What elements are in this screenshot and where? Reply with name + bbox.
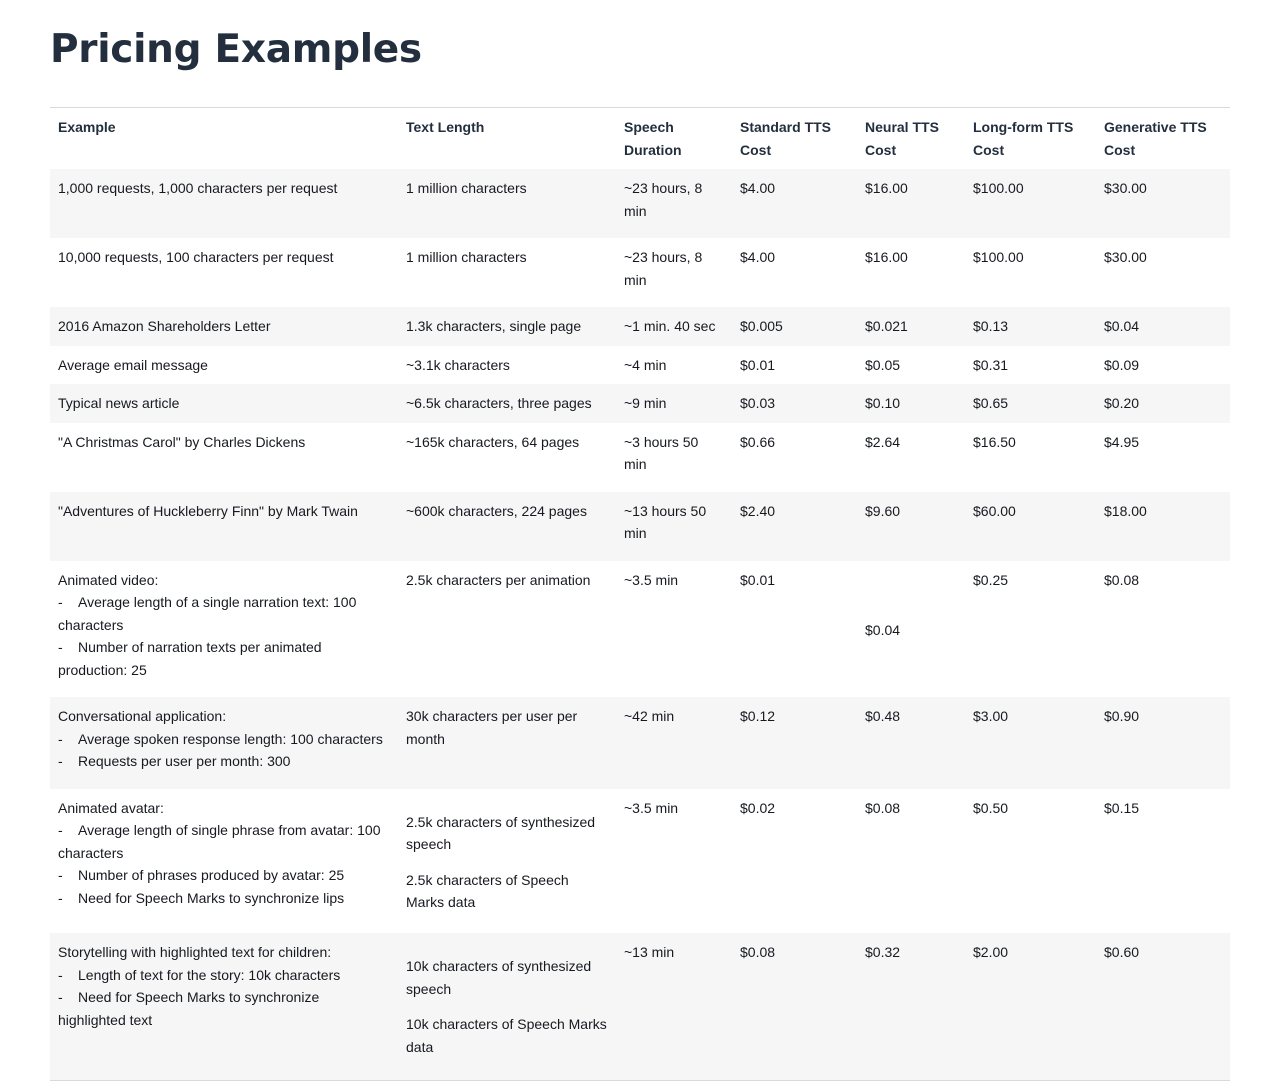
cell-generative-cost: $30.00 xyxy=(1104,249,1147,265)
example-bullet xyxy=(58,591,390,636)
cell-neural-cost: $0.08 xyxy=(865,799,901,816)
cell-example: 2016 Amazon Shareholders Letter xyxy=(58,318,271,334)
length-part: 10k characters of Speech Marks data xyxy=(406,1016,607,1055)
cell-duration: ~13 hours 50 min xyxy=(624,502,707,541)
cell-neural-cost: $2.64 xyxy=(865,433,901,450)
cell-duration: ~42 min xyxy=(624,708,675,724)
example-bullet xyxy=(58,636,390,681)
cell-text-length: ~600k characters, 224 pages xyxy=(406,502,587,519)
cell-standard-cost: $0.08 xyxy=(740,944,776,960)
table-row xyxy=(50,561,1230,698)
cell-duration: ~23 hours, 8 min xyxy=(624,180,703,219)
example-title: Animated video: xyxy=(58,571,159,588)
bullet-dash: - xyxy=(58,867,63,883)
table-header xyxy=(50,108,1230,170)
example-bullet xyxy=(58,750,390,773)
cell-generative-cost: $0.04 xyxy=(1104,318,1140,334)
cell-neural-cost: $16.00 xyxy=(865,180,908,196)
length-part: 2.5k characters of synthesized speech xyxy=(406,813,596,852)
header-text-length: Text Length xyxy=(406,119,485,135)
example-bullet xyxy=(58,728,390,751)
example-bullet xyxy=(58,819,390,864)
bullet-dash: - xyxy=(58,989,63,1005)
bullet-dash: - xyxy=(58,594,63,610)
bullet-dash: - xyxy=(58,730,63,747)
cell-longform-cost: $16.50 xyxy=(973,433,1016,450)
bullet-text: Requests per user per month: 300 xyxy=(78,753,291,769)
cell-neural-cost: $16.00 xyxy=(865,249,908,265)
header-speech-duration: Speech Duration xyxy=(624,119,682,158)
bullet-text: Length of text for the story: 10k characters xyxy=(78,966,341,983)
cell-duration: ~4 min xyxy=(624,356,667,373)
cell-standard-cost: $4.00 xyxy=(740,180,776,196)
cell-longform-cost: $100.00 xyxy=(973,249,1024,265)
cell-text-length: ~6.5k characters, three pages xyxy=(406,395,592,411)
bullet-text: Number of phrases produced by avatar: 25 xyxy=(78,867,345,883)
cell-longform-cost: $0.13 xyxy=(973,318,1009,334)
cell-longform-cost: $3.00 xyxy=(973,708,1009,724)
cell-duration: ~13 min xyxy=(624,944,675,960)
cell-longform-cost: $2.00 xyxy=(973,944,1009,960)
cell-text-length: 2.5k characters per animation xyxy=(406,571,591,588)
cell-example: "Adventures of Huckleberry Finn" by Mark Twain xyxy=(58,502,358,519)
cell-duration: ~9 min xyxy=(624,395,667,411)
bullet-dash: - xyxy=(58,753,63,769)
cell-standard-cost: $0.01 xyxy=(740,356,776,373)
cell-neural-cost: $9.60 xyxy=(865,502,901,519)
cell-generative-cost: $0.09 xyxy=(1104,356,1140,373)
table-row xyxy=(50,933,1230,1081)
cell-text-length: 1 million characters xyxy=(406,180,527,196)
bullet-text: Need for Speech Marks to synchronize highlighted text xyxy=(58,989,320,1028)
cell-duration: ~3.5 min xyxy=(624,571,679,588)
bullet-dash: - xyxy=(58,639,63,655)
example-title: Storytelling with highlighted text for children: xyxy=(58,944,332,960)
bullet-text: Need for Speech Marks to synchronize lips xyxy=(78,889,345,906)
example-bullet xyxy=(58,864,390,887)
cell-example xyxy=(50,933,398,1081)
table-row xyxy=(50,423,1230,492)
cell-standard-cost: $0.66 xyxy=(740,433,776,450)
table-row xyxy=(50,238,1230,307)
cell-text-length: 1.3k characters, single page xyxy=(406,318,582,334)
cell-longform-cost: $0.50 xyxy=(973,799,1009,816)
cell-example xyxy=(50,789,398,934)
cell-standard-cost: $4.00 xyxy=(740,249,776,265)
page-title: Pricing Examples xyxy=(50,27,422,72)
cell-generative-cost: $0.20 xyxy=(1104,395,1140,411)
cell-standard-cost: $2.40 xyxy=(740,502,776,519)
cell-generative-cost: $18.00 xyxy=(1104,502,1147,519)
example-bullet xyxy=(58,986,390,1031)
cell-standard-cost: $0.01 xyxy=(740,571,776,588)
cell-neural-cost: $0.021 xyxy=(865,318,908,334)
cell-example: Average email message xyxy=(58,356,208,373)
header-generative-cost: Generative TTS Cost xyxy=(1104,119,1207,158)
table-row xyxy=(50,169,1230,238)
length-part: 10k characters of synthesized speech xyxy=(406,958,592,997)
bullet-text: Average spoken response length: 100 characters xyxy=(78,730,383,747)
cell-standard-cost: $0.005 xyxy=(740,318,783,334)
cell-duration: ~23 hours, 8 min xyxy=(624,249,703,288)
cell-generative-cost: $0.15 xyxy=(1104,799,1140,816)
cell-generative-cost: $4.95 xyxy=(1104,433,1140,450)
cell-longform-cost: $0.31 xyxy=(973,356,1009,373)
pricing-table xyxy=(50,107,1230,1081)
cell-neural-cost: $0.48 xyxy=(865,708,901,724)
cell-example xyxy=(50,697,398,789)
cell-example: 10,000 requests, 100 characters per request xyxy=(58,249,334,265)
cell-neural-cost: $0.04 xyxy=(865,621,901,638)
cell-neural-cost: $0.32 xyxy=(865,944,901,960)
header-row xyxy=(50,108,1230,170)
header-neural-cost: Neural TTS Cost xyxy=(865,119,939,158)
bullet-dash: - xyxy=(58,889,63,906)
table-body xyxy=(50,169,1230,1081)
cell-longform-cost: $100.00 xyxy=(973,180,1024,196)
cell-standard-cost: $0.03 xyxy=(740,395,776,411)
cell-longform-cost: $0.65 xyxy=(973,395,1009,411)
cell-duration: ~1 min. 40 sec xyxy=(624,318,716,334)
length-part: 2.5k characters of Speech Marks data xyxy=(406,871,569,910)
bullet-text: Average length of single phrase from avatar: 100 characters xyxy=(58,822,381,861)
cell-text-length: ~165k characters, 64 pages xyxy=(406,433,580,450)
bullet-dash: - xyxy=(58,966,63,983)
cell-neural-cost: $0.10 xyxy=(865,395,901,411)
bullet-text: Average length of a single narration text: 100 characters xyxy=(58,594,357,633)
cell-duration: ~3 hours 50 min xyxy=(624,433,699,472)
cell-text-length xyxy=(398,933,616,1081)
cell-generative-cost: $0.90 xyxy=(1104,708,1140,724)
cell-generative-cost: $30.00 xyxy=(1104,180,1147,196)
example-bullet xyxy=(58,964,390,987)
cell-example: "A Christmas Carol" by Charles Dickens xyxy=(58,433,306,450)
example-bullet xyxy=(58,887,390,910)
header-standard-cost: Standard TTS Cost xyxy=(740,119,832,158)
table-row xyxy=(50,697,1230,789)
cell-example: 1,000 requests, 1,000 characters per request xyxy=(58,180,338,196)
cell-generative-cost: $0.08 xyxy=(1104,571,1140,588)
table-row xyxy=(50,789,1230,934)
cell-text-length: ~3.1k characters xyxy=(406,356,510,373)
header-longform-cost: Long-form TTS Cost xyxy=(973,119,1074,158)
table-row xyxy=(50,384,1230,423)
example-title: Animated avatar: xyxy=(58,799,164,816)
cell-longform-cost: $0.25 xyxy=(973,571,1009,588)
cell-text-length xyxy=(398,789,616,934)
cell-text-length: 30k characters per user per month xyxy=(406,708,578,747)
table-row xyxy=(50,346,1230,385)
cell-standard-cost: $0.02 xyxy=(740,799,776,816)
table-row xyxy=(50,492,1230,561)
cell-longform-cost: $60.00 xyxy=(973,502,1016,519)
cell-neural-cost: $0.05 xyxy=(865,356,901,373)
cell-text-length: 1 million characters xyxy=(406,249,527,265)
bullet-dash: - xyxy=(58,822,63,838)
header-example: Example xyxy=(58,119,116,135)
cell-standard-cost: $0.12 xyxy=(740,708,776,724)
cell-example xyxy=(50,561,398,698)
example-title: Conversational application: xyxy=(58,708,227,724)
cell-duration: ~3.5 min xyxy=(624,799,679,816)
cell-generative-cost: $0.60 xyxy=(1104,944,1140,960)
cell-example: Typical news article xyxy=(58,395,180,411)
table-row xyxy=(50,307,1230,346)
bullet-text: Number of narration texts per animated production: 25 xyxy=(58,639,322,678)
